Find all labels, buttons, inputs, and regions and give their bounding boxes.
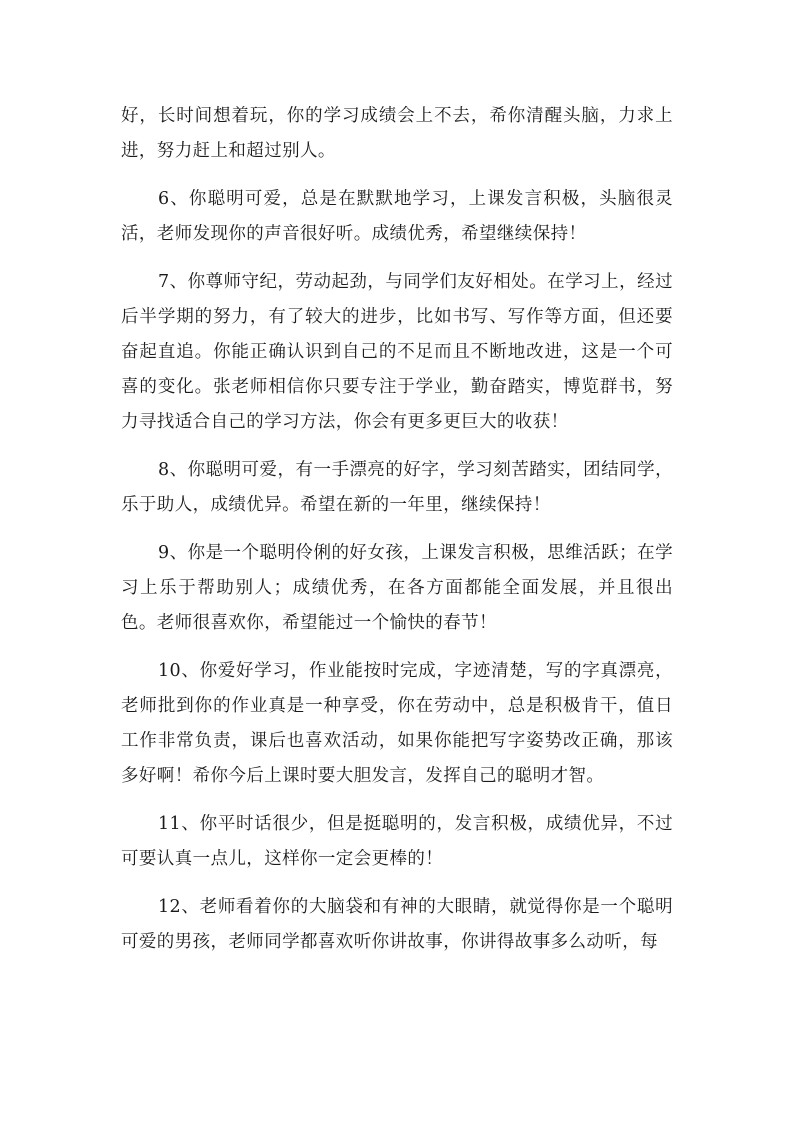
paragraph-comment-9: 9、你是一个聪明伶俐的好女孩，上课发言积极，思维活跃；在学习上乐于帮助别人；成绩优秀，在各方面都能全面发展，并且很出色。老师很喜欢你，希望能过一个愉快的春节！ bbox=[121, 543, 673, 633]
paragraph-comment-12: 12、老师看着你的大脑袋和有神的大眼睛，就觉得你是一个聪明可爱的男孩，老师同学都喜欢听你讲故事，你讲得故事多么动听，每 bbox=[121, 897, 673, 952]
paragraph-comment-7: 7、你尊师守纪，劳动起劲，与同学们友好相处。在学习上，经过后半学期的努力，有了较大的进步，比如书写、写作等方面，但还要奋起直追。你能正确认识到自己的不足而且不断地改进，这是一个可喜的变化。张老师相信你只要专注于学业，勤奋踏实，博览群书，努力寻找适合自己的学习方法，你会有更多更巨大的收获！ bbox=[121, 272, 673, 432]
paragraph-comment-6: 6、你聪明可爱，总是在默默地学习，上课发言积极，头脑很灵活，老师发现你的声音很好听。成绩优秀，希望继续保持！ bbox=[121, 189, 673, 244]
paragraph-comment-8: 8、你聪明可爱，有一手漂亮的好字，学习刻苦踏实，团结同学，乐于助人，成绩优异。希望在新的一年里，继续保持！ bbox=[121, 460, 673, 515]
paragraph-comment-11: 11、你平时话很少，但是挺聪明的，发言积极，成绩优异，不过可要认真一点儿，这样你一定会更棒的！ bbox=[121, 814, 673, 869]
paragraph-continued: 好，长时间想着玩，你的学习成绩会上不去，希你清醒头脑，力求上进，努力赶上和超过别人。 bbox=[121, 106, 673, 161]
document-body bbox=[121, 99, 673, 960]
paragraph-comment-10: 10、你爱好学习，作业能按时完成，字迹清楚，写的字真漂亮，老师批到你的作业真是一种享受，你在劳动中，总是积极肯干，值日工作非常负责，课后也喜欢活动，如果你能把写字姿势改正确，那该多好啊！希你今后上课时要大胆发言，发挥自己的聪明才智。 bbox=[121, 661, 673, 786]
